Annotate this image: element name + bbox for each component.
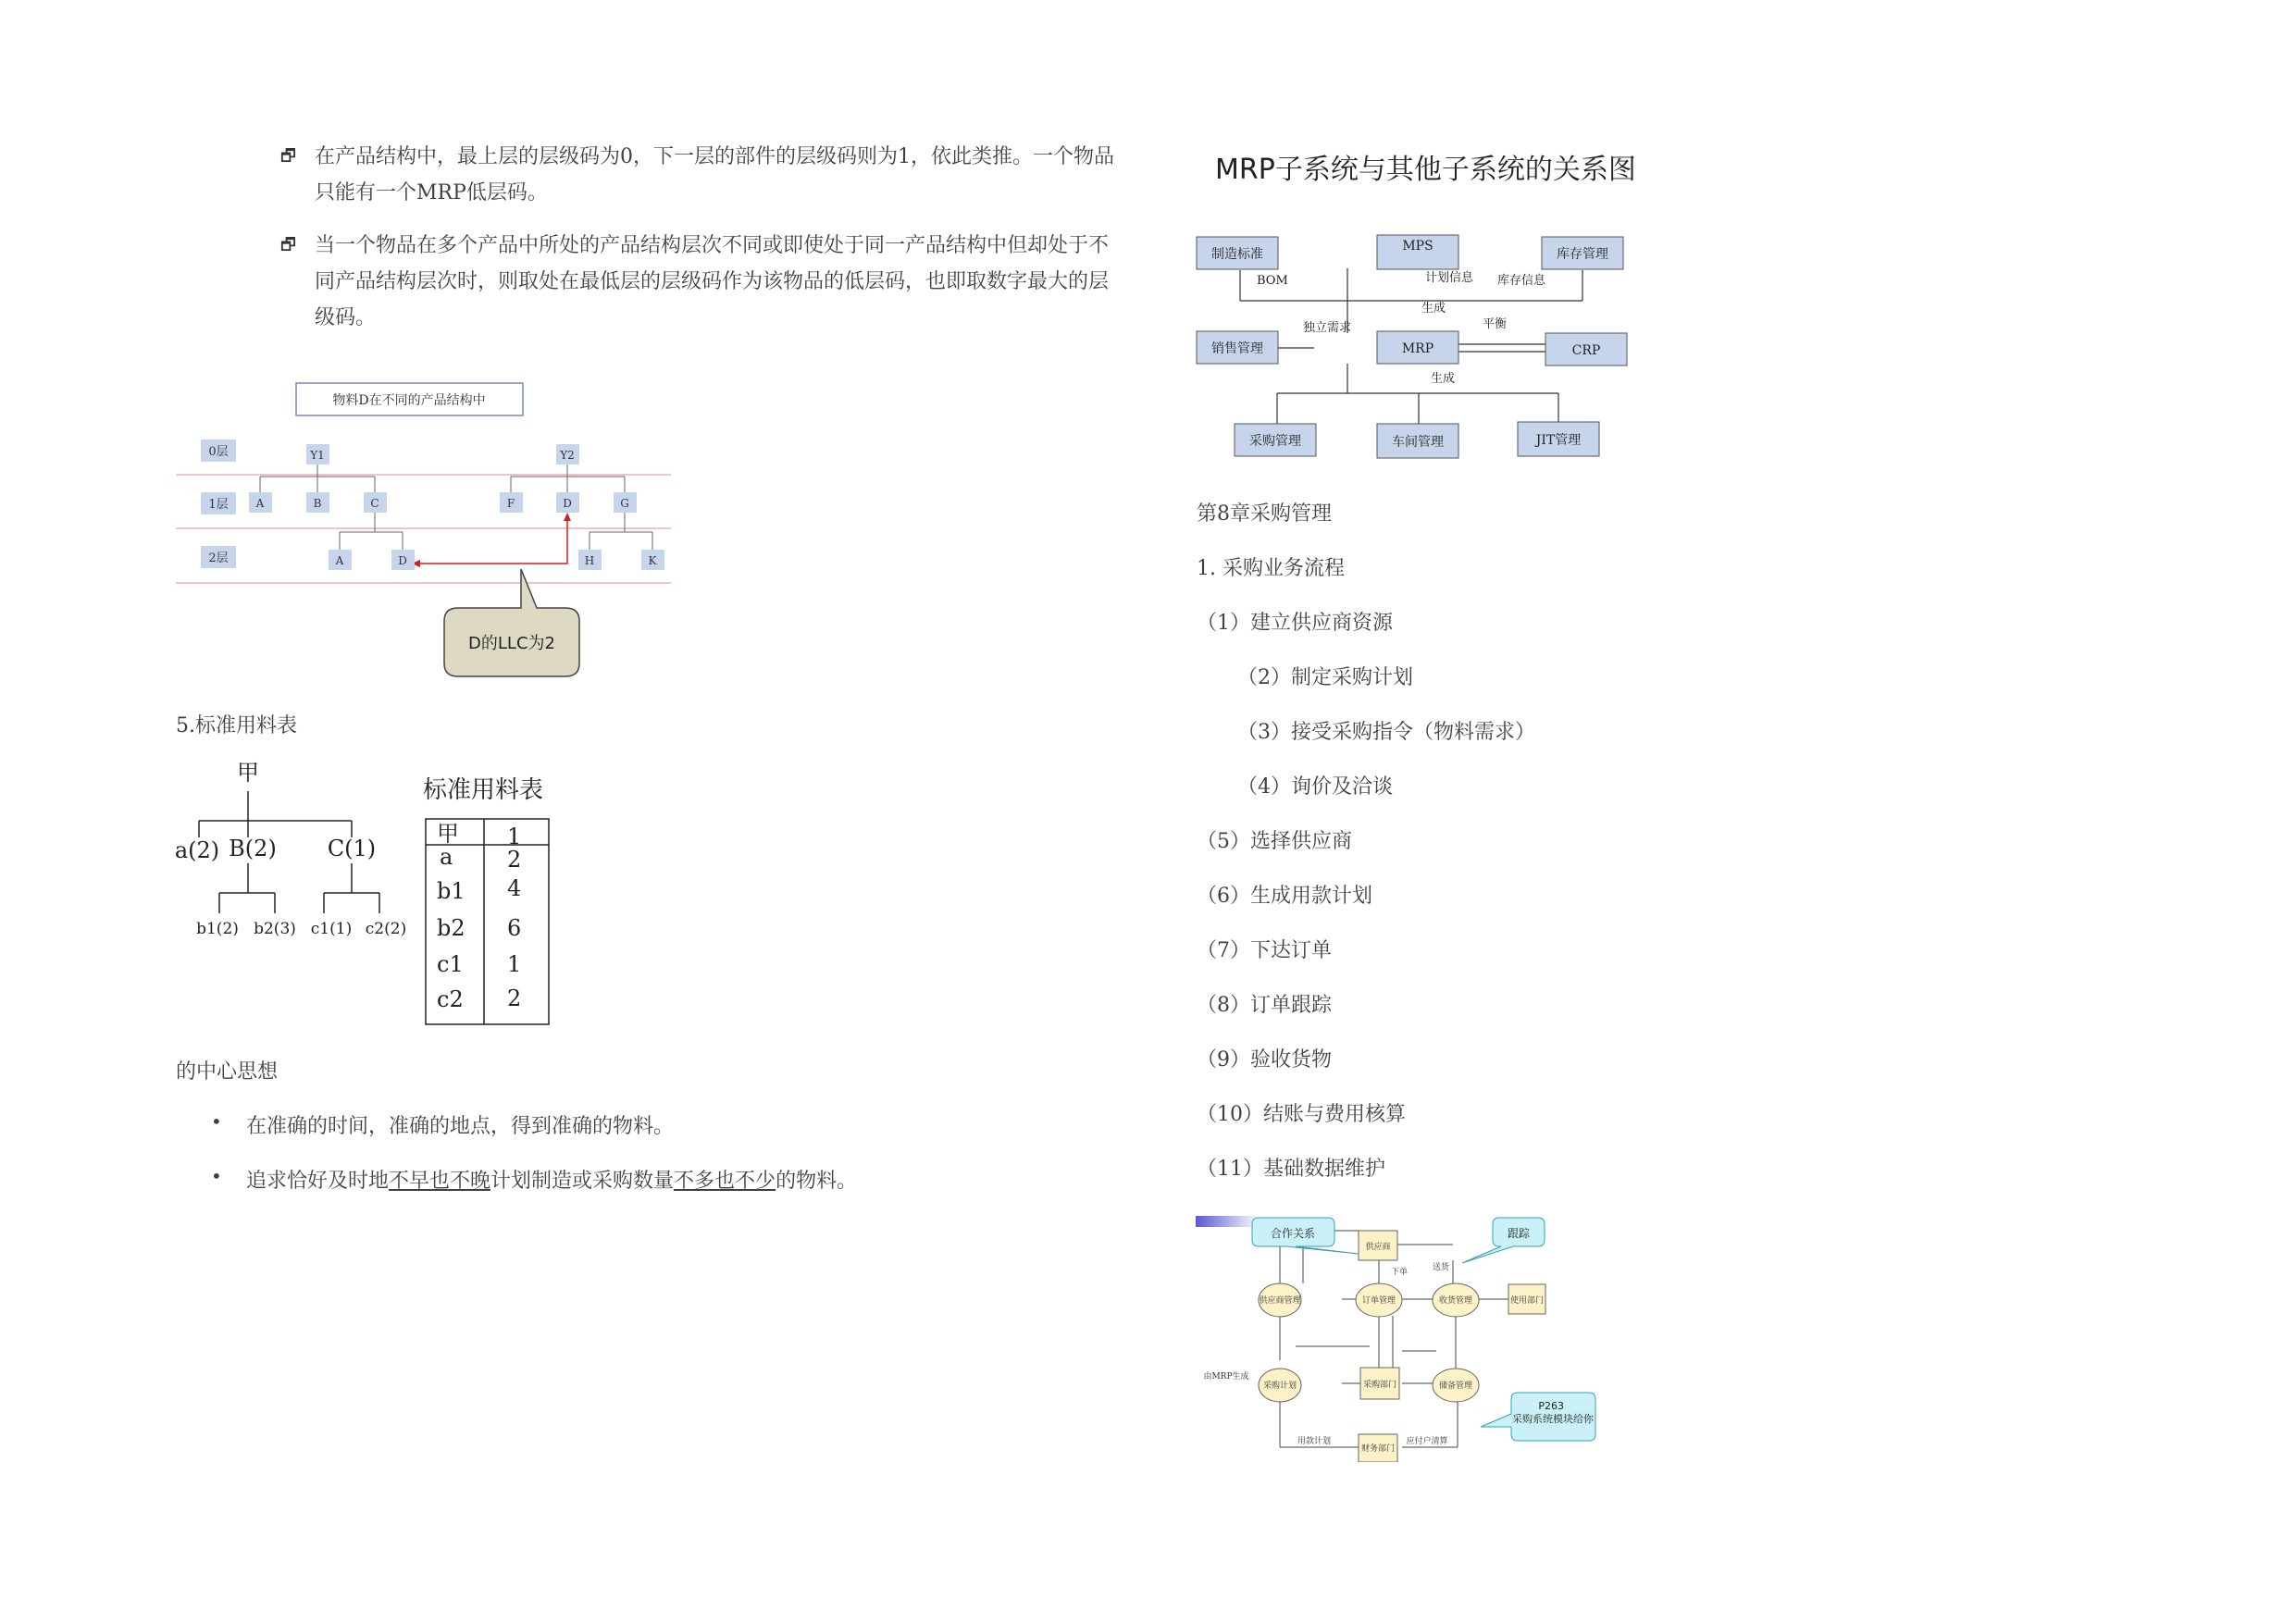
bom-row-1-qty: 1	[507, 824, 522, 849]
center-idea-heading: 的中心思想	[176, 1060, 279, 1084]
box-caigou: 采购管理	[1249, 434, 1301, 449]
section-5-title: 5.标准用料表	[176, 714, 297, 737]
bullet-icon: 🗗	[280, 235, 296, 254]
flow-store-mgmt: 储备管理	[1438, 1381, 1473, 1391]
bullet2-part1: 追求恰好及时地	[246, 1170, 390, 1193]
level-2-label: 2层	[208, 551, 229, 565]
bullet2-underline2: 不多也不少	[674, 1170, 776, 1193]
bom-gc-b2: b2(3)	[254, 920, 296, 938]
bom-row-2-qty: 2	[507, 847, 522, 873]
step-11: （11）基础数据维护	[1197, 1158, 1385, 1181]
flow-xiada: 下单	[1390, 1268, 1409, 1277]
bom-row-6-qty: 2	[507, 985, 522, 1011]
bom-root: 甲	[237, 760, 259, 786]
step-7: （7）下达订单	[1197, 939, 1332, 962]
step-8: （8）订单跟踪	[1197, 994, 1332, 1017]
bullet-icon: 🗗	[280, 146, 296, 166]
box-crp: CRP	[1571, 343, 1601, 358]
label-duli: 独立需求	[1303, 321, 1352, 335]
box-chejian: 车间管理	[1392, 435, 1444, 450]
flow-recv-mgmt: 收货管理	[1438, 1296, 1473, 1306]
label-pingheng: 平衡	[1483, 317, 1508, 331]
step-1: （1）建立供应商资源	[1197, 612, 1393, 635]
bom-child-a: a(2)	[174, 837, 220, 863]
box-kucun: 库存管理	[1557, 247, 1608, 262]
box-zhizao: 制造标准	[1211, 247, 1263, 262]
flow-ap: 应付户清算	[1406, 1437, 1448, 1446]
node-b: B	[313, 497, 322, 510]
step-3: （3）接受采购指令（物料需求）	[1237, 721, 1535, 744]
flow-supplier: 供应商	[1365, 1243, 1391, 1252]
flow-callout-coop: 合作关系	[1270, 1227, 1316, 1240]
node-c: C	[370, 497, 379, 510]
bullet2-part2: 计划制造或采购数量	[490, 1170, 675, 1193]
step-4: （4）询价及洽谈	[1237, 775, 1393, 799]
step-2: （2）制定采购计划	[1237, 666, 1413, 689]
node-g: G	[620, 497, 629, 510]
node-a2: A	[335, 554, 344, 567]
llc-diagram-title: 物料D在不同的产品结构中	[332, 393, 486, 408]
step-6: （6）生成用款计划	[1197, 885, 1372, 908]
flow-plan: 采购计划	[1262, 1381, 1297, 1391]
bom-table-title: 标准用料表	[423, 776, 544, 804]
paragraph-llc-rule: 在产品结构中，最上层的层级码为0，下一层的部件的层级码则为1，依此类推。一个物品只能有一个MRP低层码。	[315, 145, 1114, 204]
label-kucun: 库存信息	[1497, 274, 1546, 288]
node-d2: D	[398, 554, 407, 567]
bom-gc-c1: c1(1)	[310, 920, 353, 938]
flow-from-mrp: 由MRP生成	[1203, 1372, 1249, 1381]
box-mps: MPS	[1402, 239, 1433, 254]
flow-purch-dept: 采购部门	[1362, 1381, 1397, 1390]
procurement-process-heading: 1. 采购业务流程	[1197, 557, 1345, 580]
bullet-dot: •	[211, 1110, 222, 1133]
bom-gc-b1: b1(2)	[196, 920, 239, 938]
bom-row-2-name: a	[440, 844, 453, 870]
node-k: K	[648, 554, 657, 567]
bullet-just-in-time	[246, 1163, 857, 1199]
llc-diagram	[171, 375, 676, 680]
flow-pay-plan: 用款计划	[1297, 1437, 1332, 1446]
label-shengcheng1: 生成	[1421, 302, 1446, 316]
bom-row-6-name: c2	[437, 986, 464, 1012]
llc-callout: D的LLC为2	[468, 634, 555, 653]
box-xiaoshou: 销售管理	[1211, 341, 1263, 356]
flow-callout-track: 跟踪	[1507, 1227, 1531, 1240]
bom-row-4-name: b2	[437, 915, 465, 941]
level-0-label: 0层	[208, 445, 229, 459]
label-shengcheng2: 生成	[1431, 372, 1456, 386]
bom-table	[421, 768, 560, 1032]
bullet-right-time: 在准确的时间，准确的地点，得到准确的物料。	[246, 1115, 675, 1138]
box-jit: JIT管理	[1535, 433, 1582, 448]
bom-child-b: B(2)	[229, 836, 277, 861]
bom-gc-c2: c2(2)	[365, 920, 407, 938]
label-bom: BOM	[1257, 274, 1288, 288]
flow-callout-p263: P263 采购系统模块给你	[1512, 1400, 1594, 1425]
node-h: H	[584, 554, 595, 567]
chapter-8-title: 第8章采购管理	[1197, 502, 1332, 526]
bullet-dot: •	[211, 1165, 222, 1187]
node-a: A	[255, 497, 265, 510]
flow-fahuo: 送货	[1432, 1263, 1450, 1272]
bullet2-underline1: 不早也不晚	[389, 1170, 491, 1193]
flow-gys-mgmt: 供应商管理	[1259, 1296, 1301, 1306]
flow-finance: 财务部门	[1360, 1444, 1396, 1454]
flow-use-dept: 使用部门	[1509, 1296, 1545, 1306]
paragraph-llc-lowest: 当一个物品在多个产品中所处的产品结构层次不同或即使处于同一产品结构中但却处于不同产品结构层次时，则取处在最低层的层级码作为该物品的低层码，也即取数字最大的层级码。	[315, 234, 1110, 329]
procurement-flow-diagram	[1194, 1212, 1615, 1462]
bullet2-part3: 的物料。	[776, 1170, 858, 1193]
node-d: D	[563, 497, 572, 510]
flow-order-mgmt: 订单管理	[1361, 1296, 1396, 1306]
bom-child-c: C(1)	[327, 836, 377, 861]
step-9: （9）验收货物	[1197, 1048, 1332, 1072]
bom-row-4-qty: 6	[507, 915, 522, 941]
bom-row-3-qty: 4	[507, 875, 522, 901]
node-f: F	[506, 497, 515, 510]
bom-row-5-qty: 1	[507, 951, 522, 977]
bom-row-3-name: b1	[437, 878, 465, 904]
step-5: （5）选择供应商	[1197, 830, 1352, 853]
mrp-relation-diagram	[1194, 222, 1638, 472]
node-y2: Y2	[560, 449, 575, 462]
bom-row-1-name: 甲	[437, 821, 459, 847]
node-y1: Y1	[310, 449, 325, 462]
box-mrp: MRP	[1401, 341, 1434, 356]
step-10: （10）结账与费用核算	[1197, 1103, 1406, 1126]
label-jihua: 计划信息	[1425, 271, 1474, 285]
bom-tree	[171, 754, 421, 948]
level-1-label: 1层	[208, 498, 229, 512]
bom-row-5-name: c1	[437, 951, 464, 977]
right-title: MRP子系统与其他子系统的关系图	[1215, 154, 1636, 186]
